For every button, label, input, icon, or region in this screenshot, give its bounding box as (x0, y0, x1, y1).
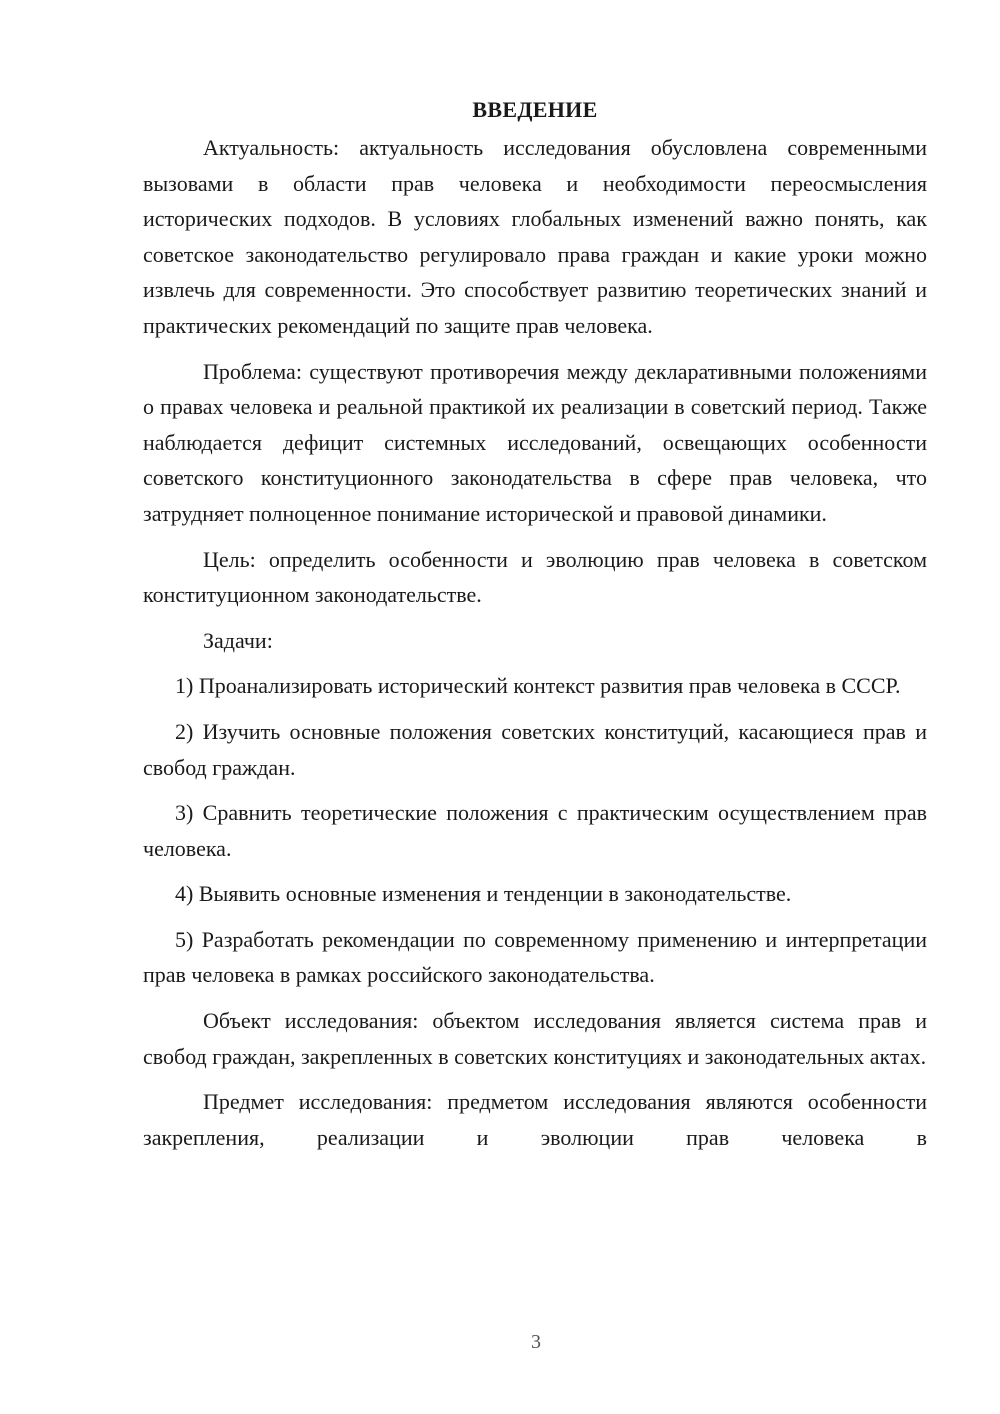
paragraph-goal: Цель: определить особенности и эволюцию прав человека в советском конституционном законодательстве. (143, 546, 927, 608)
section-heading: ВВЕДЕНИЕ (472, 97, 598, 122)
page-number: 3 (531, 1331, 541, 1353)
paragraph-tasks-label: Задачи: (203, 627, 273, 653)
paragraph-problem: Проблема: существуют противоречия между декларативными положениями о правах человека и реальной практикой их реализации в советский период. Также наблюдается дефицит системных исследований, освещающих особенности советского конституционного законодательства в сфере прав человека, что затрудняет полноценное понимание исторической и правовой динамики. (143, 358, 927, 526)
task-item-4: 4) Выявить основные изменения и тенденции в законодательстве. (175, 881, 792, 907)
document-page (143, 92, 927, 1155)
task-item-2: 2) Изучить основные положения советских конституций, касающиеся прав и свобод граждан. (143, 718, 927, 780)
paragraph-relevance: Актуальность: актуальность исследования обусловлена современными вызовами в области прав человека и необходимости переосмысления исторических подходов. В условиях глобальных изменений важно понять, как советское законодательство регулировало права граждан и какие уроки можно извлечь для современности. Это способствует развитию теоретических знаний и практических рекомендаций по защите прав человека. (143, 135, 927, 338)
paragraph-object: Объект исследования: объектом исследования является система прав и свобод граждан, закрепленных в советских конституциях и законодательных актах. (143, 1008, 927, 1069)
paragraph-subject: Предмет исследования: предметом исследования являются особенности закрепления, реализации и эволюции прав человека в (143, 1089, 927, 1150)
task-item-5: 5) Разработать рекомендации по современному применению и интерпретации прав человека в рамках российского законодательства. (143, 926, 927, 988)
task-item-3: 3) Сравнить теоретические положения с практическим осуществлением прав человека. (143, 800, 927, 861)
task-item-1: 1) Проанализировать исторический контекст развития прав человека в СССР. (175, 673, 901, 699)
